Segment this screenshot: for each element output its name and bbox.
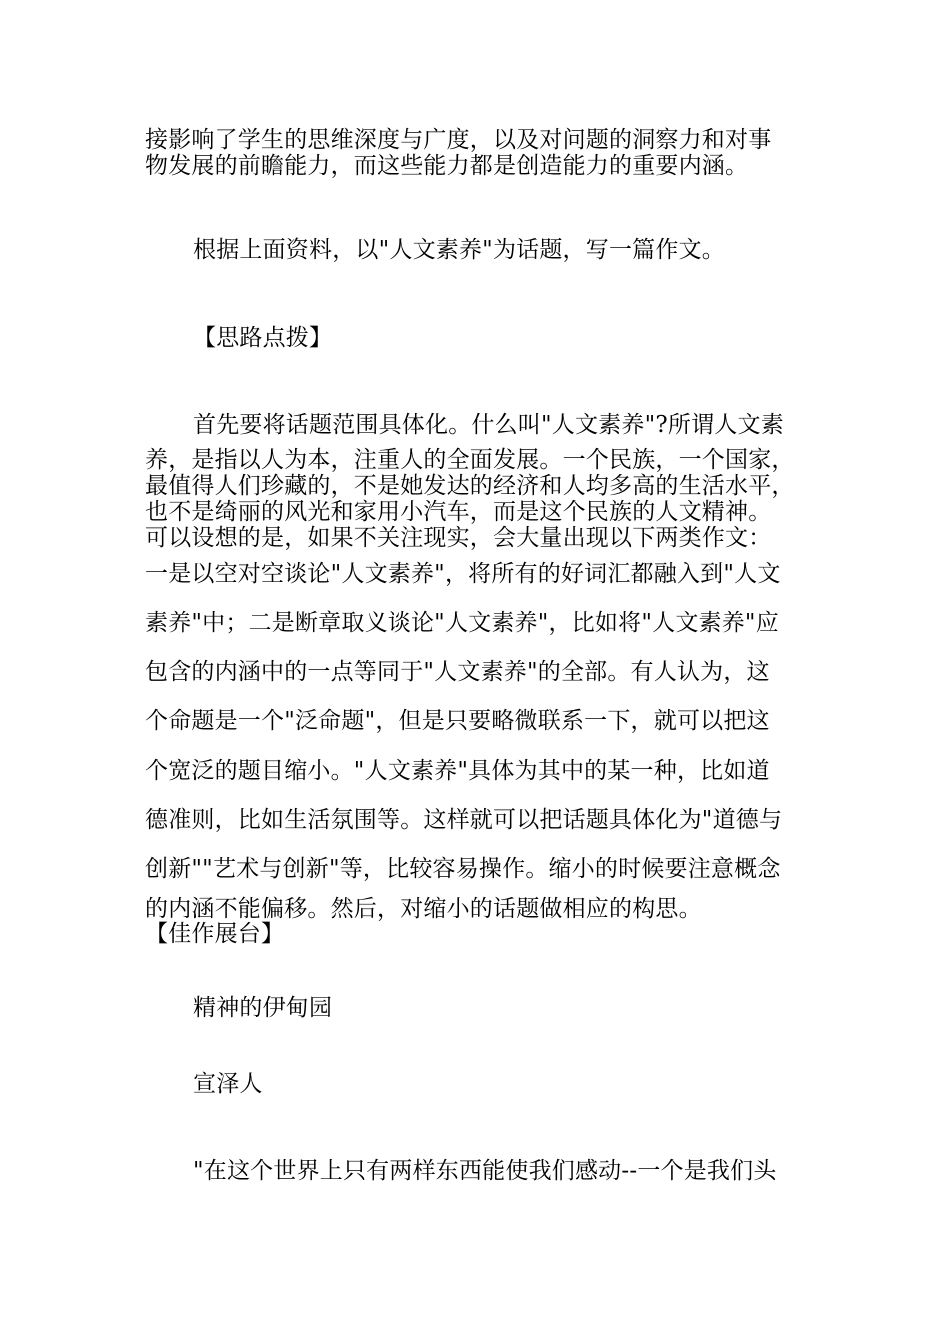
analysis-line-6: 一是以空对空谈论"人文素养"，将所有的好词汇都融入到"人文 (145, 561, 781, 587)
essay-author: 宣泽人 (193, 1071, 263, 1097)
analysis-line-3: 最值得人们珍藏的，不是她发达的经济和人均多高的生活水平， (145, 473, 795, 499)
analysis-line-9: 个命题是一个"泛命题"，但是只要略微联系一下，就可以把这 (145, 708, 770, 734)
analysis-line-1: 首先要将话题范围具体化。什么叫"人文素养"?所谓人文素 (193, 412, 784, 438)
intro-line-2: 物发展的前瞻能力，而这些能力都是创造能力的重要内涵。 (145, 153, 749, 179)
analysis-line-7: 素养"中；二是断章取义谈论"人文素养"，比如将"人文素养"应 (145, 610, 779, 636)
analysis-line-4: 也不是绮丽的风光和家用小汽车，而是这个民族的人文精神。 (145, 499, 772, 525)
essay-title: 精神的伊甸园 (193, 995, 333, 1021)
analysis-line-11: 德准则，比如生活氛围等。这样就可以把话题具体化为"道德与 (145, 807, 783, 833)
analysis-line-2: 养，是指以人为本，注重人的全面发展。一个民族，一个国家， (145, 447, 795, 473)
section-heading-showcase: 【佳作展台】 (145, 921, 285, 947)
analysis-line-10: 个宽泛的题目缩小。"人文素养"具体为其中的某一种，比如道 (145, 758, 770, 784)
analysis-line-5: 可以设想的是，如果不关注现实，会大量出现以下两类作文： (145, 525, 772, 551)
analysis-line-8: 包含的内涵中的一点等同于"人文素养"的全部。有人认为，这 (145, 659, 770, 685)
section-heading-thinking: 【思路点拨】 (193, 325, 333, 351)
analysis-line-13: 的内涵不能偏移。然后，对缩小的话题做相应的构思。 (145, 896, 702, 922)
essay-prompt: 根据上面资料，以"人文素养"为话题，写一篇作文。 (193, 237, 725, 263)
essay-first-line: "在这个世界上只有两样东西能使我们感动--一个是我们头 (193, 1158, 777, 1184)
analysis-line-12: 创新""艺术与创新"等，比较容易操作。缩小的时候要注意概念 (145, 856, 781, 882)
intro-line-1: 接影响了学生的思维深度与广度，以及对问题的洞察力和对事 (145, 127, 772, 153)
